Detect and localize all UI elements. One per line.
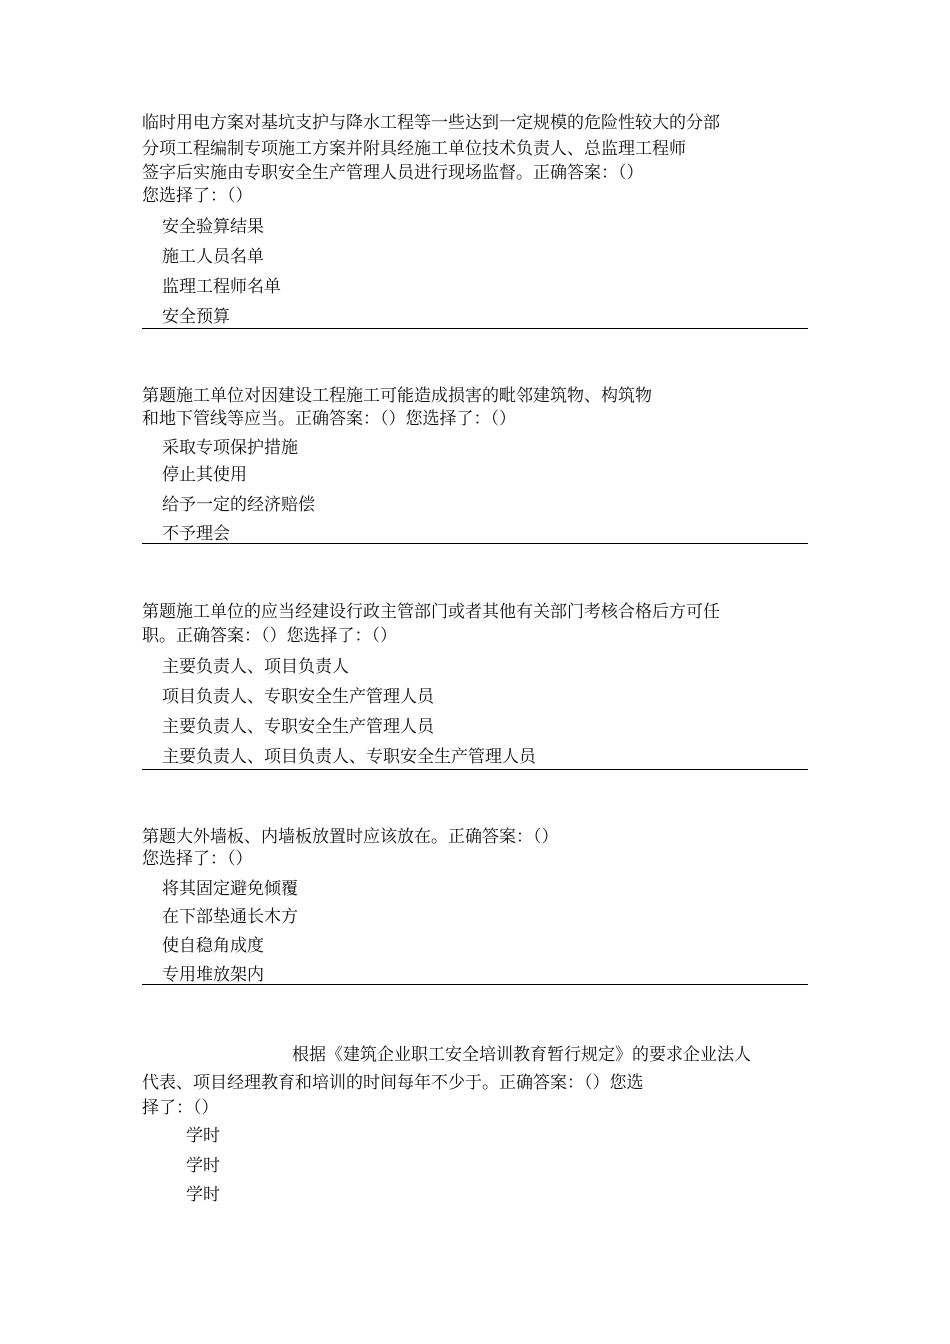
question-1-option-4: 安全预算 — [162, 307, 230, 327]
question-1-line-4: 您选择了：（） — [142, 186, 253, 206]
question-1-line-1: 临时用电方案对基坑支护与降水工程等一些达到一定规模的危险性较大的分部 — [142, 113, 720, 133]
question-4 — [142, 826, 808, 988]
question-1-line-3: 签字后实施由专职安全生产管理人员进行现场监督。正确答案：（） — [142, 163, 644, 183]
question-2-option-3: 给予一定的经济赔偿 — [162, 495, 315, 515]
question-4-option-3: 使自稳角成度 — [162, 936, 264, 956]
question-3-option-2: 项目负责人、专职安全生产管理人员 — [162, 687, 434, 707]
question-4-divider — [142, 984, 808, 985]
question-1-option-1: 安全验算结果 — [162, 217, 264, 237]
question-2-line-2: 和地下管线等应当。正确答案：（）您选择了：（） — [142, 409, 516, 429]
question-2 — [142, 385, 808, 547]
question-4-line-1: 第题大外墙板、内墙板放置时应该放在。正确答案：（） — [142, 827, 559, 847]
question-3-line-1: 第题施工单位的应当经建设行政主管部门或者其他有关部门考核合格后方可任 — [142, 602, 720, 622]
question-5-option-2: 学时 — [186, 1156, 220, 1176]
question-4-option-2: 在下部垫通长木方 — [162, 907, 298, 927]
question-5-line-1: 根据《建筑企业职工安全培训教育暂行规定》的要求企业法人 — [292, 1045, 751, 1065]
question-3-line-2: 职。正确答案：（）您选择了：（） — [142, 626, 397, 646]
question-5-option-3: 学时 — [186, 1185, 220, 1205]
question-1-divider — [142, 328, 808, 329]
question-4-option-1: 将其固定避免倾覆 — [162, 879, 298, 899]
question-5 — [142, 1044, 808, 1210]
question-2-option-4: 不予理会 — [162, 524, 230, 544]
question-3 — [142, 601, 808, 773]
question-3-option-4: 主要负责人、项目负责人、专职安全生产管理人员 — [162, 747, 536, 767]
question-1 — [142, 112, 808, 332]
question-5-line-3: 择了：（） — [142, 1098, 219, 1118]
question-5-option-1: 学时 — [186, 1126, 220, 1146]
question-1-option-2: 施工人员名单 — [162, 247, 264, 267]
question-1-line-2: 分项工程编制专项施工方案并附具经施工单位技术负责人、总监理工程师 — [142, 139, 686, 159]
question-3-option-1: 主要负责人、项目负责人 — [162, 657, 349, 677]
question-5-line-2: 代表、项目经理教育和培训的时间每年不少于。正确答案：（）您选 — [142, 1073, 644, 1093]
question-2-line-1: 第题施工单位对因建设工程施工可能造成损害的毗邻建筑物、构筑物 — [142, 386, 652, 406]
question-1-option-3: 监理工程师名单 — [162, 277, 281, 297]
question-2-option-1: 采取专项保护措施 — [162, 438, 298, 458]
question-4-line-2: 您选择了：（） — [142, 849, 253, 869]
question-2-option-2: 停止其使用 — [162, 465, 247, 485]
question-4-option-4: 专用堆放架内 — [162, 965, 264, 985]
question-3-divider — [142, 769, 808, 770]
question-3-option-3: 主要负责人、专职安全生产管理人员 — [162, 717, 434, 737]
question-2-divider — [142, 543, 808, 544]
